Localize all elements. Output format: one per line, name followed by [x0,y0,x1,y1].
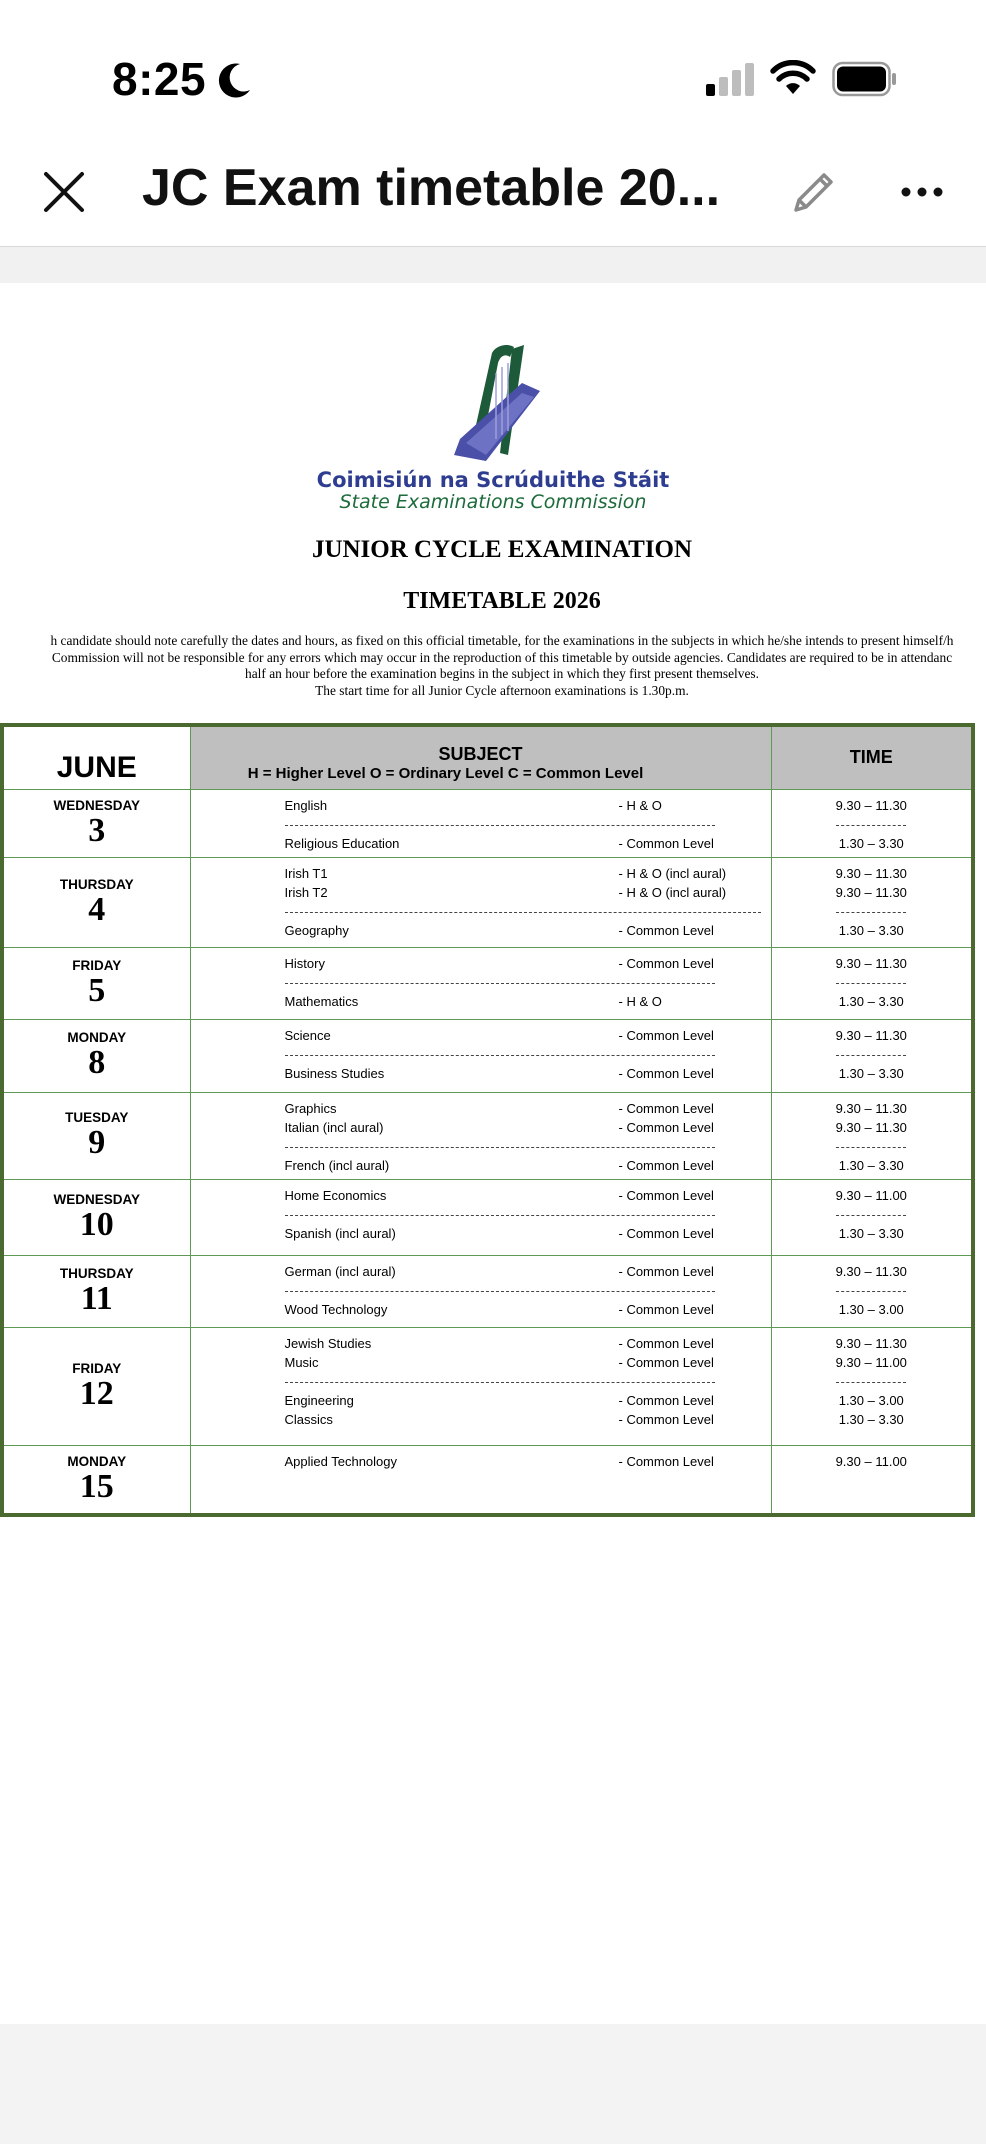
exam-entry [285,954,761,973]
timetable-day-row [2,1445,973,1515]
exam-entry [285,1224,761,1243]
cellular-signal-icon [704,62,756,98]
exam-time: 1.30 – 3.30 [838,993,904,1009]
session-separator [285,1047,715,1056]
subject-cell [190,1092,771,1179]
exam-entry [285,1099,761,1118]
exam-level: - Common Level [618,1225,714,1241]
subject-cell [190,1255,771,1327]
exam-subject: Religious Education [284,835,400,851]
exam-subject: French (incl aural) [284,1157,390,1173]
viewer-background-bottom [0,2024,986,2144]
exam-entry [285,1452,761,1471]
exam-subject: Wood Technology [284,1301,388,1317]
document-page[interactable] [0,283,986,2023]
exam-time: 9.30 – 11.30 [835,955,907,971]
timetable-day-row [2,1019,973,1092]
exam-level: - Common Level [618,1119,714,1135]
notice-line: The start time for all Junior Cycle afternoon examinations is 1.30p.m. [315,682,689,698]
exam-level: - Common Level [618,922,714,938]
exam-entry [285,1391,761,1410]
session-separator [285,1207,715,1216]
exam-level: - H & O (incl aural) [618,865,727,881]
exam-time: 1.30 – 3.30 [838,1411,904,1427]
subject-cell [190,1327,771,1445]
exam-time: 9.30 – 11.30 [835,1263,907,1279]
time-separator [836,1207,906,1216]
exam-level: - Common Level [618,1392,714,1408]
time-header: TIME [771,725,973,789]
subject-header [190,725,771,789]
session-separator [285,904,761,913]
logo-irish-name: Coimisiún na Scrúduithe Stáit [316,468,670,492]
subject-cell [190,789,771,857]
exam-time: 9.30 – 11.30 [835,1119,907,1135]
day-cell [2,789,190,857]
exam-level: - Common Level [618,1027,714,1043]
exam-level: - Common Level [618,1354,714,1370]
subject-cell [190,1019,771,1092]
day-cell [2,1179,190,1255]
exam-subject: History [284,955,325,971]
time-separator [836,904,906,913]
subject-header-title: SUBJECT [438,743,523,764]
exam-subject: Graphics [284,1100,337,1116]
session-separator [285,1374,715,1383]
time-cell [771,947,973,1019]
wifi-icon [770,60,816,98]
day-date: 15 [79,1467,114,1505]
exam-subject: Irish T1 [284,865,328,881]
exam-subject: Classics [284,1411,333,1427]
exam-subject: Mathematics [284,993,359,1009]
day-date: 11 [80,1279,113,1317]
day-date: 8 [88,1044,106,1081]
month-header: JUNE [2,725,190,789]
exam-time: 9.30 – 11.00 [835,1354,907,1370]
exam-subject: Science [284,1027,331,1043]
day-name: MONDAY [67,1030,127,1045]
document-subheading: TIMETABLE 2026 [403,588,601,614]
day-date: 9 [88,1124,106,1161]
time-cell [771,1327,973,1445]
exam-time: 9.30 – 11.30 [835,797,907,813]
exam-subject: Geography [284,922,349,938]
time-cell [771,1445,973,1515]
exam-level: - Common Level [618,1411,714,1427]
exam-subject: German (incl aural) [284,1263,396,1279]
day-name: THURSDAY [59,876,134,892]
time-cell [771,789,973,857]
subject-cell [190,857,771,947]
exam-level: - Common Level [618,1065,714,1081]
time-separator [836,1374,906,1383]
exam-level: - Common Level [618,1187,714,1203]
exam-level: - Common Level [618,1453,714,1469]
level-legend: H = Higher Level O = Ordinary Level C = Common Level [247,764,644,782]
exam-level: - Common Level [618,1263,714,1279]
timetable [0,723,975,1517]
session-separator [285,1283,715,1292]
subject-cell [190,947,771,1019]
exam-time: 9.30 – 11.30 [835,884,907,900]
time-separator [836,1047,906,1056]
exam-entry [285,1026,761,1045]
day-date: 5 [88,971,106,1009]
time-cell [771,1179,973,1255]
more-options-icon[interactable] [898,178,946,206]
exam-time: 9.30 – 11.30 [835,865,907,881]
notice-line: Commission will not be responsible for any errors which may occur in the reproduction of this timetable by outside agencies. Candidates are required to be in attendanc [51,649,953,665]
timetable-day-row [2,1327,973,1445]
day-cell [2,1445,190,1515]
time-separator [836,975,906,984]
notice-line: h candidate should note carefully the dates and hours, as fixed on this official timetable, for the examinations in the subjects in which he/she intends to present himself/h [50,633,954,648]
day-cell [2,857,190,947]
timetable-day-row [2,857,973,947]
timetable-day-row [2,789,973,857]
time-separator [836,1139,906,1148]
session-separator [285,817,715,826]
day-cell [2,1255,190,1327]
moon-icon [214,60,254,100]
exam-time: 1.30 – 3.30 [838,1065,904,1081]
exam-entry [285,1300,761,1319]
exam-subject: Applied Technology [284,1453,398,1469]
document-title: JC Exam timetable 20... [142,159,721,217]
session-separator [285,1139,715,1148]
day-name: MONDAY [67,1453,127,1469]
close-icon[interactable] [40,168,88,216]
viewer-background-top [0,247,986,283]
exam-subject: Italian (incl aural) [284,1119,384,1135]
time-cell [771,1019,973,1092]
subject-cell [190,1445,771,1515]
exam-entry [285,921,761,940]
exam-level: - H & O (incl aural) [618,884,727,900]
day-name: WEDNESDAY [53,797,141,813]
pencil-edit-icon[interactable] [786,164,842,220]
exam-entry [285,1334,761,1353]
notice-paragraph [0,633,986,699]
exam-time: 1.30 – 3.30 [838,1157,904,1173]
exam-entry [285,1353,761,1372]
exam-entry [285,1156,761,1175]
day-name: FRIDAY [72,957,122,973]
exam-subject: Irish T2 [284,884,328,900]
exam-entry [285,992,761,1011]
exam-entry [285,796,761,815]
day-date: 3 [88,811,106,849]
exam-level: - H & O [618,797,662,813]
exam-time: 1.30 – 3.00 [838,1392,904,1408]
exam-subject: Spanish (incl aural) [284,1225,396,1241]
status-bar [0,0,986,150]
exam-subject: Business Studies [284,1065,385,1081]
day-cell [2,1327,190,1445]
time-separator [836,1283,906,1292]
status-time: 8:25 [112,53,207,105]
exam-subject: English [284,797,328,813]
battery-icon [832,60,898,98]
exam-level: - Common Level [618,1335,714,1351]
exam-level: - Common Level [618,1100,714,1116]
day-name: WEDNESDAY [53,1191,141,1207]
exam-time: 9.30 – 11.30 [835,1335,907,1351]
day-name: TUESDAY [65,1110,129,1125]
exam-entry [285,883,761,902]
exam-level: - Common Level [618,955,714,971]
day-name: THURSDAY [59,1265,134,1281]
time-cell [771,1092,973,1179]
exam-entry [285,1064,761,1083]
exam-time: 9.30 – 11.00 [835,1187,907,1203]
exam-entry [285,1410,761,1429]
day-date: 10 [79,1205,114,1243]
timetable-day-row [2,1092,973,1179]
exam-subject: Engineering [284,1392,354,1408]
time-cell [771,1255,973,1327]
exam-time: 9.30 – 11.30 [835,1100,907,1116]
exam-time: 1.30 – 3.30 [838,835,904,851]
day-cell [2,1092,190,1179]
harp-logo-icon [452,343,544,463]
time-cell [771,857,973,947]
day-cell [2,947,190,1019]
exam-level: - Common Level [618,835,714,851]
timetable-header-row [2,725,973,789]
timetable-day-row [2,1255,973,1327]
day-date: 4 [88,890,106,928]
session-separator [285,975,715,984]
exam-time: 1.30 – 3.00 [838,1301,904,1317]
document-heading: JUNIOR CYCLE EXAMINATION [311,536,693,563]
exam-subject: Home Economics [284,1187,387,1203]
exam-entry [285,1186,761,1205]
logo-english-name: State Examinations Commission [339,491,647,513]
exam-time: 9.30 – 11.00 [835,1453,907,1469]
notice-line: half an hour before the examination begins in the subject in which they first present themselves. [245,666,759,681]
exam-entry [285,834,761,853]
exam-level: - H & O [618,993,662,1009]
exam-time: 1.30 – 3.30 [838,1225,904,1241]
exam-time: 1.30 – 3.30 [838,922,904,938]
exam-subject: Music [284,1354,319,1370]
day-date: 12 [79,1374,114,1412]
day-cell [2,1019,190,1092]
exam-level: - Common Level [618,1157,714,1173]
timetable-day-row [2,947,973,1019]
exam-entry [285,1262,761,1281]
exam-entry [285,1118,761,1137]
exam-time: 9.30 – 11.30 [835,1027,907,1043]
time-separator [836,817,906,826]
exam-entry [285,864,761,883]
exam-level: - Common Level [618,1301,714,1317]
exam-subject: Jewish Studies [284,1335,372,1351]
timetable-day-row [2,1179,973,1255]
subject-cell [190,1179,771,1255]
day-name: FRIDAY [72,1360,122,1376]
